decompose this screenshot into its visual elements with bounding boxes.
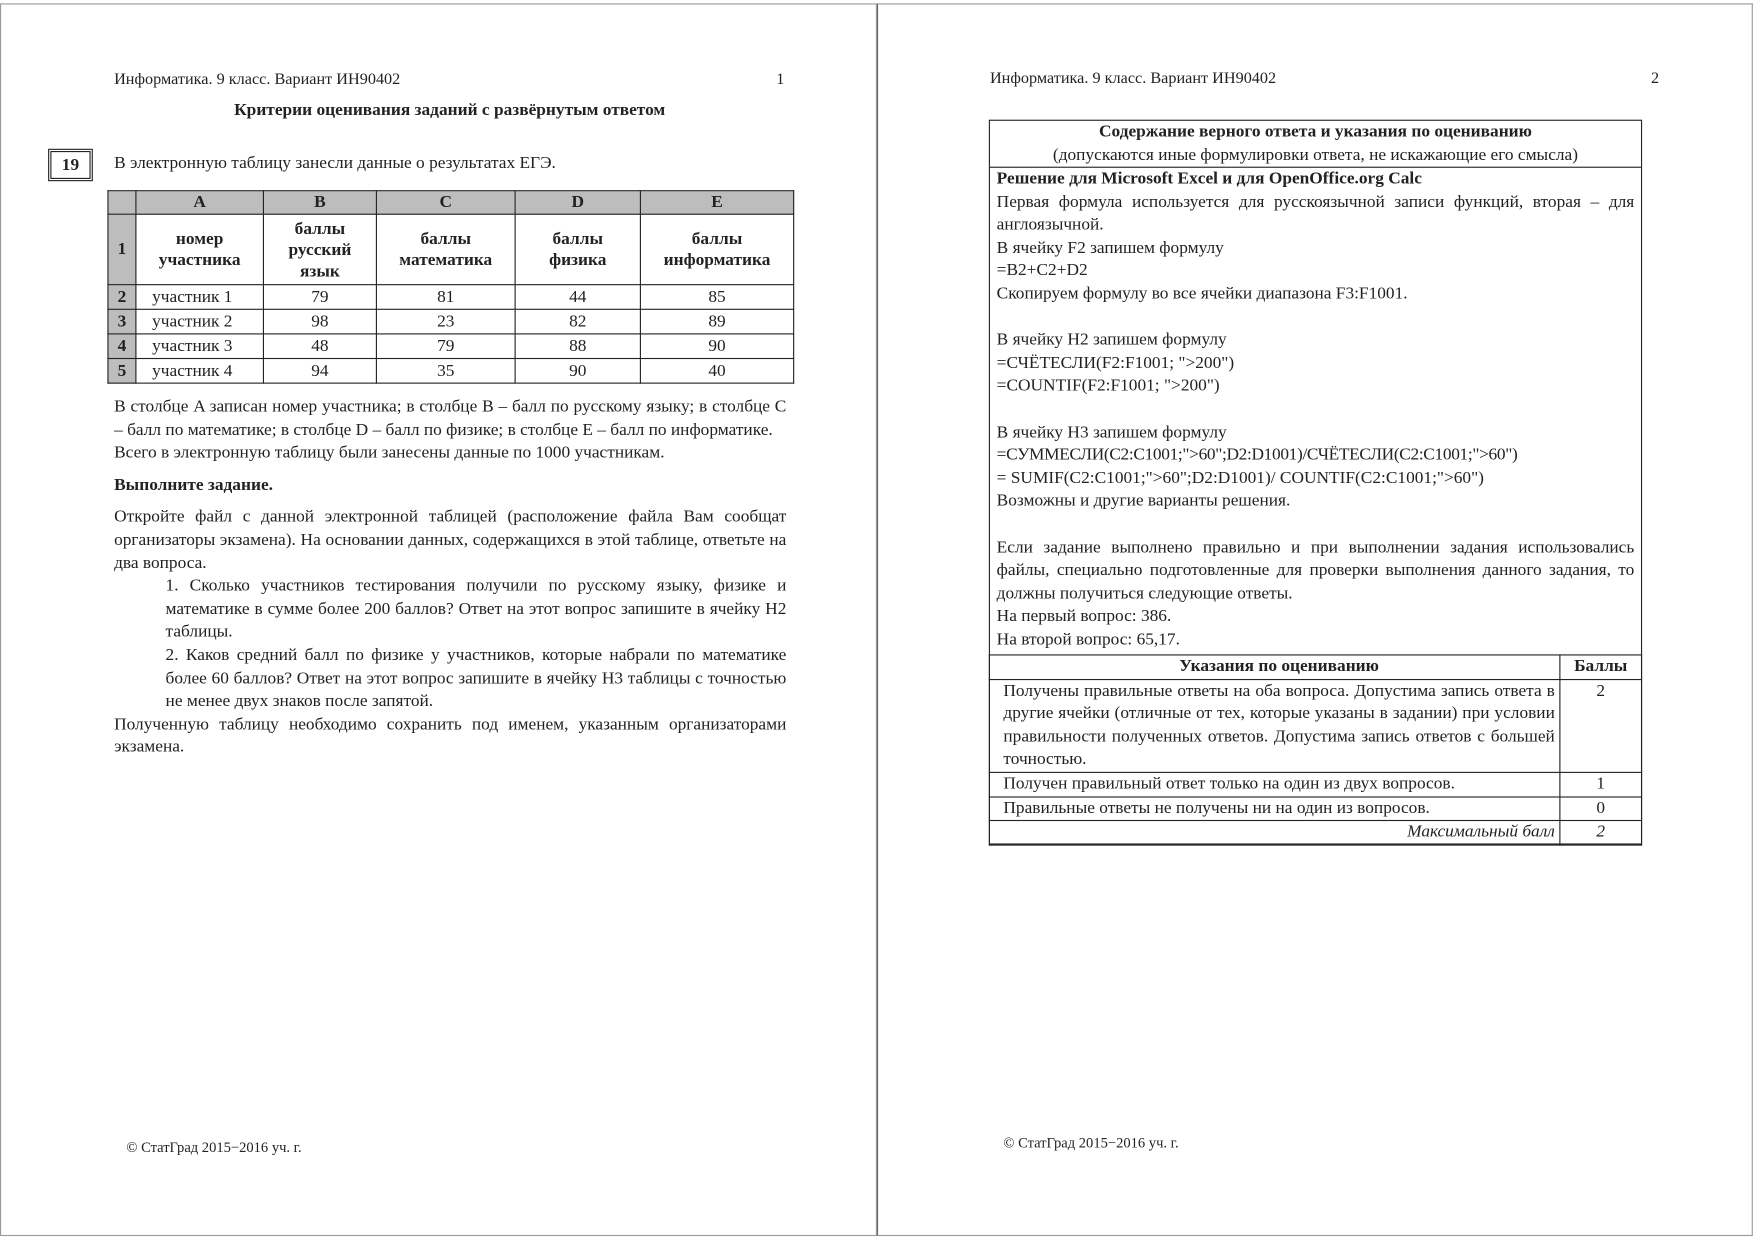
task-intro: В электронную таблицу занесли данные о результатах ЕГЭ. (114, 153, 556, 173)
header-cell (136, 214, 264, 284)
question-2: 2. Каков средний балл по физике у участников, которые набрали по математике более 60 баллов? Ответ на этот вопрос запишите в ячейку H3 таблицы с точностью не менее двух знаков после запятой. (165, 645, 787, 711)
table-cell: 35 (376, 359, 515, 384)
paragraph: В столбце A записан номер участника; в столбце B – балл по русскому языку; в столбце C – балл по математике; в столбце D – балл по физике; в столбце E – балл по информатике. (114, 397, 787, 440)
page-header: Информатика. 9 класс. Вариант ИН90402 (114, 70, 401, 89)
page-number: 2 (1651, 69, 1660, 88)
grading-row (989, 797, 1641, 821)
grading-header-criteria: Указания по оцениванию (989, 655, 1559, 679)
table-cell: 82 (515, 309, 640, 334)
formula: =СУММЕСЛИ(C2:C1001;">60";D2:D1001)/СЧЁТЕСЛИ(C2:C1001;">60") (996, 445, 1518, 465)
task-body (114, 396, 786, 759)
header-line: номер (175, 229, 224, 249)
table-cell: 98 (263, 309, 376, 334)
box-subtitle: (допускаются иные формулировки ответа, не искажающие его смысла) (1052, 144, 1579, 164)
answer-box-header (990, 121, 1641, 168)
table-row (108, 359, 794, 384)
header-line: баллы (420, 229, 472, 249)
table-cell: 89 (640, 309, 793, 334)
page-number: 1 (776, 70, 785, 89)
table-cell: 23 (376, 309, 515, 334)
table-row (108, 309, 794, 334)
grading-criteria: Получены правильные ответы на оба вопроса. Допустима запись ответа в другие ячейки (отличные от тех, которые указаны в задании) при условии правильности полученных ответов. Допустима запись ответов с большей точностью. (989, 679, 1559, 772)
answer-2: На второй вопрос: 65,17. (996, 629, 1180, 649)
page-header: Информатика. 9 класс. Вариант ИН90402 (989, 69, 1277, 88)
row-header: 5 (108, 359, 136, 384)
header-line: баллы (691, 229, 743, 249)
formula: =COUNTIF(F2:F1001; ">200") (996, 376, 1220, 396)
answer-box (989, 120, 1642, 845)
table-cell: участник 4 (136, 359, 264, 384)
row-header: 3 (108, 309, 136, 334)
col-header: A (136, 191, 264, 214)
table-cell: 79 (263, 285, 376, 310)
grading-criteria: Правильные ответы не получены ни на один из вопросов. (989, 797, 1559, 821)
table-cell: 85 (640, 285, 793, 310)
table-cell: участник 2 (136, 309, 264, 334)
grading-criteria: Получен правильный ответ только на один из двух вопросов. (989, 772, 1559, 796)
solution-line: Возможны и другие варианты решения. (996, 491, 1291, 511)
header-line: участника (158, 250, 241, 270)
table-cell: 40 (640, 359, 793, 384)
row-header: 4 (108, 334, 136, 359)
grading-points: 1 (1560, 772, 1642, 796)
box-title: Содержание верного ответа и указания по оцениванию (1099, 121, 1532, 141)
paragraph: Откройте файл с данной электронной таблицей (расположение файла Вам сообщат организаторы экзамена). На основании данных, содержащихся в этой таблице, ответьте на два вопроса. (114, 507, 787, 573)
header-line: математика (399, 250, 493, 270)
page-title: Критерии оценивания заданий с развёрнутым ответом (234, 100, 666, 120)
header-cell (515, 214, 640, 284)
grading-row (989, 772, 1641, 796)
header-cell (263, 214, 376, 284)
grading-row (989, 679, 1641, 772)
header-cell (376, 214, 515, 284)
table-cell: 88 (515, 334, 640, 359)
solution-line: В ячейку F2 запишем формулу (996, 238, 1224, 258)
header-line: баллы (552, 229, 603, 249)
max-score-label: Максимальный балл (989, 821, 1559, 845)
col-header: B (263, 191, 376, 214)
table-cell: 79 (376, 334, 515, 359)
corner-cell (108, 191, 136, 214)
check-paragraph: Если задание выполнено правильно и при выполнении задания использовались файлы, специально подготовленные для проверки выполнения данного задания, то должны получиться следующие ответы. (996, 537, 1635, 603)
table-cell: 81 (376, 285, 515, 310)
header-line: баллы (294, 218, 346, 238)
header-line: информатика (663, 250, 771, 270)
max-score-value: 2 (1560, 821, 1642, 845)
task-heading: Выполните задание. (114, 475, 273, 495)
task-number: 19 (50, 151, 90, 179)
solution-line: В ячейку H3 запишем формулу (996, 422, 1227, 442)
grading-points: 0 (1560, 797, 1642, 821)
solution-line: Первая формула используется для русскоязычной записи функций, вторая – для англоязычной. (996, 191, 1635, 234)
formula: = SUMIF(C2:C1001;">60";D2:D1001)/ COUNTIF(C2:C1001;">60") (996, 468, 1484, 488)
grading-points: 2 (1560, 679, 1642, 772)
table-cell: участник 3 (136, 334, 264, 359)
spreadsheet-table (107, 190, 794, 384)
solution-content (990, 168, 1641, 652)
header-line: физика (549, 250, 607, 270)
question-1: 1. Сколько участников тестирования получили по русскому языку, физике и математике в сумме более 200 баллов? Ответ на этот вопрос запишите в ячейку H2 таблицы. (165, 576, 787, 642)
col-header: D (515, 191, 640, 214)
table-row (108, 334, 794, 359)
table-cell: 94 (263, 359, 376, 384)
table-cell: участник 1 (136, 285, 264, 310)
table-cell: 48 (263, 334, 376, 359)
solution-line: Скопируем формулу во все ячейки диапазона F3:F1001. (996, 284, 1408, 304)
grading-table (989, 654, 1642, 845)
header-line: язык (299, 261, 340, 281)
answer-1: На первый вопрос: 386. (996, 606, 1172, 626)
grading-header-points: Баллы (1560, 655, 1642, 679)
paragraph: Полученную таблицу необходимо сохранить под именем, указанным организаторами экзамена. (114, 714, 787, 757)
col-header: C (376, 191, 515, 214)
table-row (108, 285, 794, 310)
row-header: 1 (108, 214, 136, 284)
solution-line: В ячейку H2 запишем формулу (996, 330, 1227, 350)
footer-copyright: © СтатГрад 2015−2016 уч. г. (126, 1138, 302, 1156)
row-header: 2 (108, 285, 136, 310)
page-1 (0, 3, 877, 1236)
solution-heading: Решение для Microsoft Excel и для OpenOffice.org Calc (996, 168, 1422, 188)
formula: =B2+C2+D2 (996, 261, 1088, 281)
header-cell (640, 214, 793, 284)
header-line: русский (288, 239, 352, 259)
table-cell: 44 (515, 285, 640, 310)
col-header: E (640, 191, 793, 214)
formula: =СЧЁТЕСЛИ(F2:F1001; ">200") (996, 353, 1235, 373)
footer-copyright: © СтатГрад 2015−2016 уч. г. (1003, 1134, 1179, 1152)
table-cell: 90 (515, 359, 640, 384)
paragraph: Всего в электронную таблицу были занесены данные по 1000 участникам. (114, 443, 665, 463)
table-cell: 90 (640, 334, 793, 359)
